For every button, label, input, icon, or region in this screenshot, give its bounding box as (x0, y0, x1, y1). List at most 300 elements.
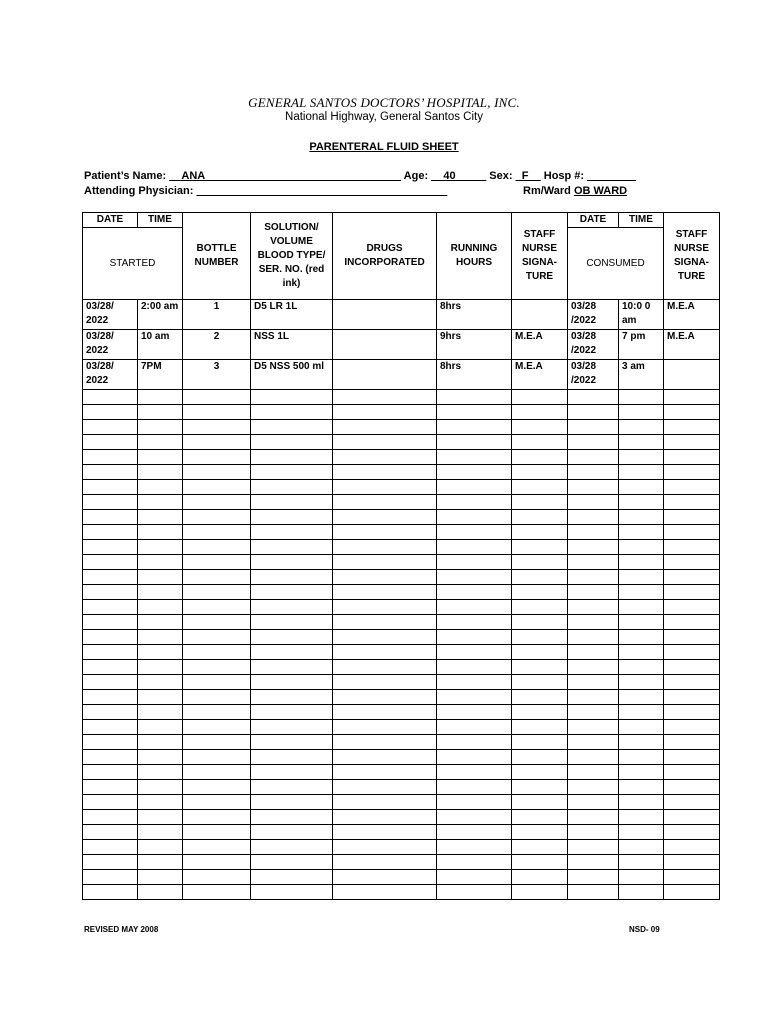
empty-row (83, 810, 720, 825)
col-time-consumed: TIME (619, 213, 664, 228)
empty-cell (333, 540, 437, 555)
empty-cell (333, 765, 437, 780)
empty-cell (83, 420, 138, 435)
empty-cell (183, 585, 251, 600)
empty-cell (437, 720, 512, 735)
empty-cell (512, 660, 568, 675)
empty-cell (619, 480, 664, 495)
empty-cell (437, 645, 512, 660)
empty-cell (83, 675, 138, 690)
sex-value: _F__ (515, 170, 541, 182)
empty-cell (437, 540, 512, 555)
empty-cell (512, 855, 568, 870)
empty-cell (138, 480, 183, 495)
cell-consumed-nurse: M.E.A (664, 300, 720, 330)
empty-cell (437, 675, 512, 690)
cell-consumed-date: 03/28 /2022 (568, 300, 619, 330)
cell-bottle: 2 (183, 330, 251, 360)
cell-nurse: M.E.A (512, 360, 568, 390)
empty-cell (512, 420, 568, 435)
cell-solution: NSS 1L (251, 330, 333, 360)
empty-cell (619, 660, 664, 675)
empty-cell (251, 450, 333, 465)
empty-cell (437, 690, 512, 705)
cell-consumed-time: 7 pm (619, 330, 664, 360)
empty-cell (437, 420, 512, 435)
empty-row (83, 570, 720, 585)
empty-cell (83, 510, 138, 525)
sheet-title: PARENTERAL FLUID SHEET (309, 141, 459, 153)
cell-consumed-date: 03/28 /2022 (568, 360, 619, 390)
empty-cell (251, 495, 333, 510)
empty-cell (183, 555, 251, 570)
col-consumed: CONSUMED (568, 228, 664, 300)
empty-cell (619, 525, 664, 540)
cell-consumed-nurse (664, 360, 720, 390)
empty-cell (619, 465, 664, 480)
age-value: __40_____ (431, 170, 487, 182)
empty-row (83, 510, 720, 525)
empty-row (83, 735, 720, 750)
empty-cell (664, 870, 720, 885)
empty-cell (83, 450, 138, 465)
empty-cell (333, 570, 437, 585)
empty-cell (568, 450, 619, 465)
physician-label: Attending Physician: (84, 185, 197, 197)
empty-cell (619, 510, 664, 525)
empty-cell (664, 585, 720, 600)
empty-cell (437, 600, 512, 615)
cell-bottle: 1 (183, 300, 251, 330)
empty-cell (83, 570, 138, 585)
empty-cell (138, 405, 183, 420)
empty-cell (437, 840, 512, 855)
empty-row (83, 615, 720, 630)
empty-row (83, 855, 720, 870)
empty-cell (619, 735, 664, 750)
empty-cell (619, 420, 664, 435)
empty-cell (138, 555, 183, 570)
empty-cell (664, 765, 720, 780)
empty-cell (437, 855, 512, 870)
cell-time: 10 am (138, 330, 183, 360)
empty-cell (333, 705, 437, 720)
empty-cell (619, 630, 664, 645)
empty-cell (664, 435, 720, 450)
empty-cell (138, 795, 183, 810)
empty-cell (251, 825, 333, 840)
empty-cell (183, 525, 251, 540)
empty-cell (619, 675, 664, 690)
empty-cell (83, 585, 138, 600)
col-time-started: TIME (138, 213, 183, 228)
empty-cell (619, 585, 664, 600)
empty-cell (333, 600, 437, 615)
empty-cell (183, 795, 251, 810)
empty-cell (83, 720, 138, 735)
empty-cell (619, 870, 664, 885)
empty-cell (251, 795, 333, 810)
empty-row (83, 795, 720, 810)
empty-cell (333, 510, 437, 525)
empty-cell (568, 465, 619, 480)
cell-consumed-time: 3 am (619, 360, 664, 390)
empty-cell (333, 870, 437, 885)
empty-cell (512, 720, 568, 735)
empty-cell (83, 525, 138, 540)
empty-cell (333, 525, 437, 540)
empty-cell (512, 675, 568, 690)
empty-cell (83, 645, 138, 660)
empty-cell (83, 855, 138, 870)
empty-cell (183, 645, 251, 660)
empty-cell (138, 615, 183, 630)
empty-row (83, 705, 720, 720)
empty-cell (333, 885, 437, 900)
empty-cell (437, 525, 512, 540)
empty-cell (437, 585, 512, 600)
empty-cell (251, 540, 333, 555)
empty-cell (568, 540, 619, 555)
empty-cell (437, 795, 512, 810)
empty-row (83, 585, 720, 600)
empty-cell (333, 855, 437, 870)
empty-cell (333, 690, 437, 705)
empty-cell (183, 630, 251, 645)
empty-cell (664, 825, 720, 840)
cell-date: 03/28/ 2022 (83, 300, 138, 330)
empty-row (83, 450, 720, 465)
empty-cell (568, 390, 619, 405)
empty-cell (138, 690, 183, 705)
empty-cell (183, 840, 251, 855)
empty-cell (512, 795, 568, 810)
empty-cell (568, 780, 619, 795)
empty-cell (664, 405, 720, 420)
empty-cell (437, 390, 512, 405)
empty-cell (619, 855, 664, 870)
empty-cell (333, 420, 437, 435)
empty-cell (83, 630, 138, 645)
empty-cell (333, 735, 437, 750)
empty-cell (138, 570, 183, 585)
empty-cell (568, 825, 619, 840)
empty-cell (138, 780, 183, 795)
empty-cell (512, 885, 568, 900)
empty-cell (333, 720, 437, 735)
empty-cell (619, 645, 664, 660)
empty-cell (183, 615, 251, 630)
empty-cell (138, 675, 183, 690)
empty-cell (138, 855, 183, 870)
empty-cell (619, 570, 664, 585)
empty-cell (183, 450, 251, 465)
empty-cell (83, 735, 138, 750)
empty-cell (568, 510, 619, 525)
empty-row (83, 525, 720, 540)
empty-cell (138, 720, 183, 735)
empty-cell (512, 555, 568, 570)
empty-cell (333, 675, 437, 690)
empty-cell (251, 405, 333, 420)
empty-cell (619, 600, 664, 615)
empty-cell (138, 825, 183, 840)
empty-cell (437, 480, 512, 495)
empty-cell (138, 435, 183, 450)
cell-nurse (512, 300, 568, 330)
empty-cell (83, 615, 138, 630)
empty-cell (437, 570, 512, 585)
empty-cell (83, 780, 138, 795)
empty-cell (664, 480, 720, 495)
empty-cell (437, 870, 512, 885)
empty-cell (83, 555, 138, 570)
empty-cell (251, 750, 333, 765)
empty-cell (251, 810, 333, 825)
empty-cell (437, 555, 512, 570)
empty-cell (251, 555, 333, 570)
cell-drugs (333, 300, 437, 330)
empty-cell (437, 780, 512, 795)
empty-cell (568, 735, 619, 750)
empty-cell (619, 840, 664, 855)
empty-cell (664, 540, 720, 555)
empty-cell (138, 840, 183, 855)
empty-cell (568, 870, 619, 885)
empty-row (83, 765, 720, 780)
empty-cell (568, 525, 619, 540)
empty-cell (512, 780, 568, 795)
empty-cell (512, 750, 568, 765)
physician-value: _________________________________________ (196, 185, 448, 197)
empty-cell (83, 870, 138, 885)
col-date-consumed: DATE (568, 213, 619, 228)
empty-cell (138, 735, 183, 750)
empty-cell (138, 885, 183, 900)
empty-cell (512, 435, 568, 450)
empty-cell (512, 810, 568, 825)
empty-cell (437, 735, 512, 750)
empty-cell (83, 885, 138, 900)
empty-cell (664, 660, 720, 675)
empty-cell (183, 870, 251, 885)
empty-cell (83, 795, 138, 810)
empty-cell (251, 420, 333, 435)
empty-cell (138, 540, 183, 555)
empty-cell (568, 630, 619, 645)
empty-cell (83, 825, 138, 840)
cell-date: 03/28/ 2022 (83, 360, 138, 390)
empty-cell (664, 885, 720, 900)
table-row (83, 300, 720, 330)
empty-cell (619, 450, 664, 465)
empty-cell (664, 510, 720, 525)
empty-cell (568, 645, 619, 660)
age-label: Age: (401, 170, 432, 182)
empty-cell (251, 840, 333, 855)
empty-cell (512, 585, 568, 600)
empty-row (83, 645, 720, 660)
empty-cell (512, 570, 568, 585)
empty-cell (138, 390, 183, 405)
empty-cell (437, 405, 512, 420)
empty-cell (664, 630, 720, 645)
empty-cell (568, 885, 619, 900)
empty-cell (183, 480, 251, 495)
empty-row (83, 495, 720, 510)
empty-cell (251, 465, 333, 480)
empty-cell (568, 555, 619, 570)
cell-solution: D5 NSS 500 ml (251, 360, 333, 390)
empty-cell (83, 390, 138, 405)
empty-cell (83, 600, 138, 615)
empty-cell (251, 570, 333, 585)
empty-cell (251, 720, 333, 735)
cell-bottle: 3 (183, 360, 251, 390)
col-staff-nurse: STAFF NURSE SIGNA- TURE (512, 213, 568, 300)
empty-cell (251, 510, 333, 525)
empty-cell (83, 495, 138, 510)
empty-cell (83, 765, 138, 780)
empty-cell (568, 570, 619, 585)
empty-cell (333, 465, 437, 480)
empty-row (83, 885, 720, 900)
col-running-hours: RUNNING HOURS (437, 213, 512, 300)
empty-cell (138, 645, 183, 660)
empty-cell (183, 660, 251, 675)
empty-cell (183, 750, 251, 765)
empty-cell (251, 390, 333, 405)
empty-cell (437, 765, 512, 780)
empty-cell (333, 750, 437, 765)
empty-row (83, 840, 720, 855)
empty-cell (664, 615, 720, 630)
empty-cell (512, 600, 568, 615)
col-date-started: DATE (83, 213, 138, 228)
col-bottle-number: BOTTLE NUMBER (183, 213, 251, 300)
empty-cell (437, 465, 512, 480)
empty-cell (251, 615, 333, 630)
empty-cell (664, 855, 720, 870)
empty-cell (83, 810, 138, 825)
empty-cell (619, 615, 664, 630)
cell-time: 2:00 am (138, 300, 183, 330)
empty-cell (437, 450, 512, 465)
empty-cell (512, 630, 568, 645)
physician-line (84, 185, 447, 197)
empty-cell (83, 750, 138, 765)
hospital-address: National Highway, General Santos City (285, 111, 483, 123)
empty-cell (619, 765, 664, 780)
empty-cell (138, 600, 183, 615)
empty-cell (512, 690, 568, 705)
empty-row (83, 870, 720, 885)
empty-cell (568, 615, 619, 630)
empty-cell (183, 405, 251, 420)
empty-cell (437, 705, 512, 720)
empty-row (83, 720, 720, 735)
empty-cell (138, 705, 183, 720)
empty-cell (619, 885, 664, 900)
empty-cell (333, 555, 437, 570)
empty-cell (664, 390, 720, 405)
sex-label: Sex: (486, 170, 516, 182)
empty-cell (512, 615, 568, 630)
empty-cell (183, 780, 251, 795)
col-drugs: DRUGS INCORPORATED (333, 213, 437, 300)
hosp-label: Hosp #: (540, 170, 588, 182)
empty-cell (437, 615, 512, 630)
empty-row (83, 750, 720, 765)
empty-cell (568, 405, 619, 420)
empty-cell (138, 660, 183, 675)
empty-row (83, 540, 720, 555)
empty-cell (138, 465, 183, 480)
empty-cell (333, 780, 437, 795)
patient-name-label: Patient’s Name: (84, 170, 170, 182)
empty-cell (512, 825, 568, 840)
empty-cell (664, 720, 720, 735)
empty-cell (251, 435, 333, 450)
empty-cell (568, 795, 619, 810)
empty-cell (619, 495, 664, 510)
empty-cell (568, 705, 619, 720)
empty-row (83, 630, 720, 645)
table-row (83, 330, 720, 360)
empty-cell (333, 615, 437, 630)
empty-cell (512, 465, 568, 480)
empty-cell (333, 645, 437, 660)
empty-cell (512, 765, 568, 780)
empty-cell (619, 825, 664, 840)
empty-cell (183, 855, 251, 870)
cell-time: 7PM (138, 360, 183, 390)
empty-cell (251, 690, 333, 705)
hosp-value: ________ (587, 170, 637, 182)
empty-cell (83, 690, 138, 705)
empty-cell (333, 450, 437, 465)
cell-solution: D5 LR 1L (251, 300, 333, 330)
empty-cell (664, 495, 720, 510)
empty-cell (664, 840, 720, 855)
empty-cell (183, 600, 251, 615)
empty-cell (619, 540, 664, 555)
empty-cell (568, 690, 619, 705)
empty-cell (251, 630, 333, 645)
rmward-value: OB WARD (573, 185, 628, 197)
empty-cell (568, 435, 619, 450)
empty-cell (437, 825, 512, 840)
empty-cell (333, 480, 437, 495)
empty-cell (183, 390, 251, 405)
empty-cell (512, 525, 568, 540)
empty-cell (183, 885, 251, 900)
cell-running: 8hrs (437, 360, 512, 390)
cell-running: 8hrs (437, 300, 512, 330)
empty-cell (512, 840, 568, 855)
empty-cell (619, 810, 664, 825)
empty-cell (333, 585, 437, 600)
empty-cell (664, 675, 720, 690)
empty-cell (568, 660, 619, 675)
empty-cell (83, 540, 138, 555)
empty-cell (619, 690, 664, 705)
empty-cell (664, 795, 720, 810)
empty-cell (512, 495, 568, 510)
empty-cell (437, 630, 512, 645)
empty-cell (664, 600, 720, 615)
empty-cell (664, 465, 720, 480)
